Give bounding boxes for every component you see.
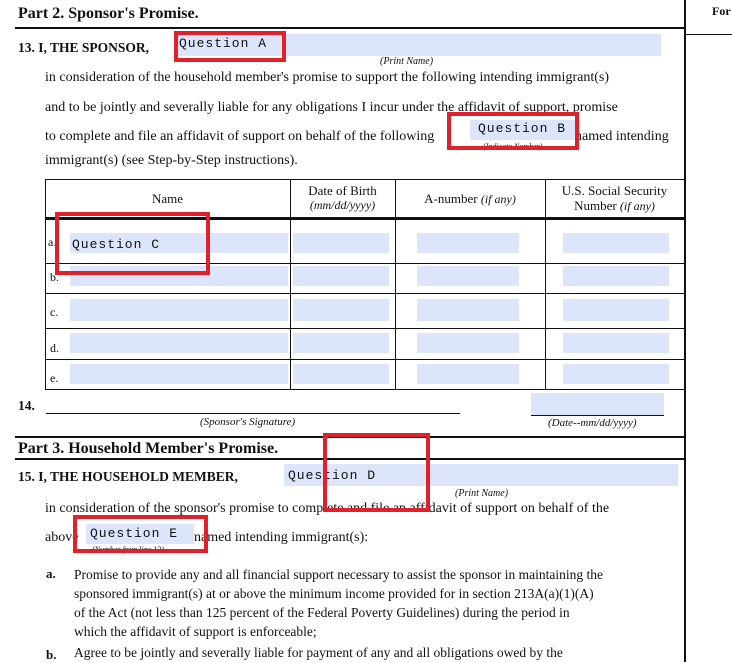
question-d-box	[323, 433, 430, 512]
part3-title: Part 3. Household Member's Promise.	[18, 440, 279, 457]
item15-label: 15. I, THE HOUSEHOLD MEMBER,	[18, 469, 238, 484]
indicate-number-caption: (Indicate Number)	[483, 142, 543, 151]
row-e-anumber-field[interactable]	[417, 364, 519, 384]
item-b-text: Agree to be jointly and severally liable for payment of any and all obligations owed by the	[74, 645, 563, 660]
question-e-text: Question E	[90, 526, 179, 541]
side-tab-label: For	[712, 4, 731, 18]
item13-label: 13. I, THE SPONSOR,	[18, 40, 150, 55]
header-name: Name	[151, 191, 184, 206]
question-e-box	[73, 515, 208, 553]
right-border	[684, 0, 686, 662]
row-d-name-field[interactable]	[70, 333, 288, 353]
part3-line-1: in consideration of the sponsor's promise to complete and file an affidavit of support on behalf of the	[45, 501, 610, 516]
header-a-number: A-number (if any)	[424, 191, 516, 206]
row-label-a: a.	[48, 235, 57, 249]
row-a-ssn-field[interactable]	[563, 233, 669, 253]
header-dob: Date of Birth (mm/dd/yyyy)	[308, 183, 377, 212]
part2-rule	[15, 27, 684, 29]
date-caption: (Date--mm/dd/yyyy)	[548, 417, 637, 429]
row-c-name-field[interactable]	[70, 299, 288, 321]
print-name-caption: (Print Name)	[380, 56, 434, 67]
row-b-anumber-field[interactable]	[417, 266, 519, 286]
item-b-label: b.	[46, 647, 57, 662]
signature-date-field[interactable]	[531, 393, 664, 415]
row-e-dob-field[interactable]	[293, 364, 389, 384]
item-a-text: Promise to provide any and all financial support necessary to assist the sponsor in maintaining the sponsored immigrant(s) at or above the minimum income provided for in section 213A(a)(1)(A) of the Act (not less than 125 percent of the Federal Poverty Guidelines) during the period in which the affidavit of support is enforceable;	[74, 567, 604, 639]
paragraph-line-3-start: to complete and file an affidavit of support on behalf of the following	[45, 129, 435, 144]
row-label-c: c.	[50, 305, 59, 319]
row-label-d: d.	[50, 341, 59, 355]
paragraph-line-2: and to be jointly and severally liable for any obligations I incur under the affidavit of support, promise	[45, 100, 618, 115]
signature-line[interactable]	[46, 413, 460, 414]
question-c-text: Question C	[72, 237, 161, 252]
signature-caption: (Sponsor's Signature)	[200, 416, 296, 428]
row-label-e: e.	[50, 371, 59, 385]
number-caption: (Number from line 13)	[92, 545, 164, 554]
row-a-dob-field[interactable]	[293, 233, 389, 253]
row-d-ssn-field[interactable]	[563, 333, 669, 353]
row-e-name-field[interactable]	[70, 364, 288, 384]
item-a-label: a.	[46, 566, 56, 581]
part3-line-2-start: above	[45, 530, 79, 545]
row-c-ssn-field[interactable]	[563, 299, 669, 321]
date-line	[531, 415, 664, 416]
row-a-anumber-field[interactable]	[417, 233, 519, 253]
row-d-anumber-field[interactable]	[417, 333, 519, 353]
paragraph-line-1: in consideration of the household member's promise to support the following intending immigrant(s)	[45, 70, 609, 85]
paragraph-line-3-end: named intending	[575, 129, 669, 144]
right-panel-divider	[684, 34, 732, 35]
row-c-anumber-field[interactable]	[417, 299, 519, 321]
header-ssn: U.S. Social Security Number (if any)	[561, 183, 668, 213]
question-b-box	[447, 112, 579, 150]
immigrant-table	[45, 179, 684, 390]
question-d-text: Question D	[288, 468, 377, 483]
row-c-dob-field[interactable]	[293, 299, 389, 321]
question-b-text: Question B	[478, 121, 567, 136]
item14-label: 14.	[18, 398, 35, 413]
row-b-dob-field[interactable]	[293, 266, 389, 286]
part2-title: Part 2. Sponsor's Promise.	[18, 5, 199, 22]
row-e-ssn-field[interactable]	[563, 364, 669, 384]
question-a-text: Question A	[179, 36, 268, 51]
row-b-ssn-field[interactable]	[563, 266, 669, 286]
row-d-dob-field[interactable]	[293, 333, 389, 353]
paragraph-line-4: immigrant(s) (see Step-by-Step instructions).	[45, 153, 298, 168]
print-name-caption-2: (Print Name)	[455, 488, 509, 499]
question-c-box	[55, 212, 210, 275]
row-label-b: b.	[50, 270, 59, 284]
question-a-box	[174, 31, 286, 62]
part3-line-2-end: named intending immigrant(s):	[194, 530, 369, 545]
